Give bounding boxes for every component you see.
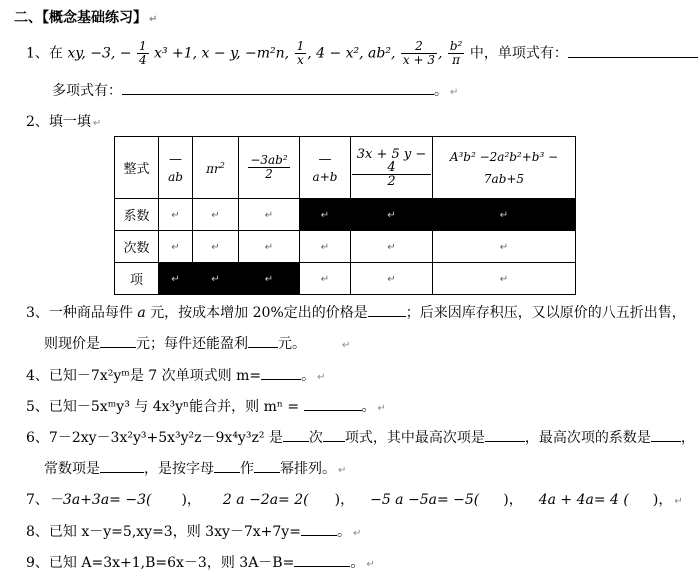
question-7: 7、－3a+3a= −3( )， 2 a −2a= 2( )， −5 a −5a= −5( )， 4a + 4a= 4 ( )， ↵ (26, 492, 683, 508)
question-number: 3、 (26, 305, 49, 321)
return-mark-icon: ↵ (674, 496, 683, 507)
q3-blank-current-price[interactable] (100, 333, 136, 348)
fraction-2-x3: $\frac{2}{x + 3}$ (402, 39, 435, 67)
return-mark-icon: ↵ (338, 465, 347, 476)
question-9: 9、已知 A=3x+1,B=6x－3，则 3A－B= 。 ↵ (26, 552, 375, 575)
return-mark-icon: ↵ (450, 87, 459, 98)
blocked-cell: ↵ (193, 263, 239, 295)
return-mark-icon: ↵ (92, 118, 102, 129)
question-8: 8、已知 x－y=5,xy=3，则 3xy－7x+7y= 。 ↵ (26, 521, 361, 544)
answer-cell[interactable]: ↵ (300, 231, 351, 263)
blocked-cell: ↵ (239, 263, 300, 295)
question-number: 7、 (26, 492, 49, 508)
question-number: 4、 (26, 368, 49, 384)
q1-expressions: xy, −3, − (67, 45, 132, 62)
question-3: 3、一种商品每件 a 元，按成本增加 20%定出的价格是 ；后来因库存积压，又以原价的八五折出售， (26, 302, 686, 323)
q1-polynomial-blank[interactable] (122, 80, 434, 95)
blocked-cell: ↵ (351, 199, 433, 231)
q6-blank-highest-term[interactable] (485, 427, 525, 442)
blocked-cell: ↵ (159, 263, 193, 295)
fraction-b2-pi: $\frac{\text{b²}}{\pi}$ (449, 39, 463, 67)
q1-monomial-blank[interactable] (568, 43, 698, 58)
q6-blank-order[interactable] (254, 458, 280, 473)
answer-cell[interactable]: ↵ (433, 231, 576, 263)
return-mark-icon: ↵ (342, 340, 351, 351)
fill-table (114, 136, 576, 295)
blocked-cell: ↵ (433, 199, 576, 231)
section-title-text: 二、【概念基础练习】 (14, 10, 147, 26)
header-cell: $\pi r^2$ (193, 137, 239, 199)
question-6: 6、7－2xy－3x²y³+5x³y²z－9x⁴y³z² 是 次 项式，其中最高次项是 ，最高次项的系数是 ， (26, 427, 695, 448)
table-row (115, 231, 576, 263)
header-cell: A³b² −2a²b²+b³ − 7ab+5 (433, 137, 576, 199)
answer-cell[interactable]: ↵ (300, 263, 351, 295)
return-mark-icon: ↵ (317, 372, 326, 383)
header-cell: — ab (159, 137, 193, 199)
row-label: 项 (115, 263, 159, 295)
return-mark-icon: ↵ (352, 528, 362, 539)
table-header-row (115, 137, 576, 199)
q3-blank-profit[interactable] (248, 333, 278, 348)
q4-blank[interactable] (261, 365, 301, 380)
question-3-line2: 则现价是 元；每件还能盈利 元。 ↵ (44, 333, 350, 356)
question-number: 9、 (26, 555, 49, 571)
question-number: 6、 (26, 430, 49, 446)
q1-monomial-label: 中，单项式有： (469, 45, 568, 62)
fraction-1-4: $\frac{1}{4}$ (138, 39, 147, 67)
answer-cell[interactable]: ↵ (351, 231, 433, 263)
header-cell: — a+b (300, 137, 351, 199)
return-mark-icon: ↵ (149, 14, 158, 25)
answer-cell[interactable]: ↵ (433, 263, 576, 295)
question-number: 1、 (26, 45, 49, 62)
answer-cell[interactable]: ↵ (159, 231, 193, 263)
q1-expressions-4: , (437, 45, 443, 62)
q1-expressions-3: , 4 − x², ab², (307, 45, 396, 62)
question-number: 5、 (26, 399, 49, 415)
row-label: 系数 (115, 199, 159, 231)
q1-lead: 在 (48, 45, 63, 62)
q3-blank-price[interactable] (368, 302, 406, 317)
answer-cell[interactable]: ↵ (159, 199, 193, 231)
answer-cell[interactable]: ↵ (239, 199, 300, 231)
q5-blank[interactable] (304, 396, 362, 411)
answer-cell[interactable]: ↵ (351, 263, 433, 295)
question-number: 2、 (26, 114, 49, 130)
table-row (115, 263, 576, 295)
header-cell: 整式 (115, 137, 159, 199)
question-6-line2: 常数项是 ，是按字母 作 幂排列。 ↵ (44, 458, 346, 481)
question-number: 8、 (26, 524, 49, 540)
answer-cell[interactable]: ↵ (193, 231, 239, 263)
question-2 (26, 112, 101, 134)
q6-blank-constant[interactable] (100, 458, 144, 473)
answer-cell[interactable]: ↵ (193, 199, 239, 231)
q6-blank-degree[interactable] (283, 427, 309, 442)
table-row (115, 199, 576, 231)
q8-blank[interactable] (301, 521, 337, 536)
question-4: 4、已知－7x²yᵐ是 7 次单项式则 m= 。 ↵ (26, 365, 326, 388)
q6-blank-coefficient[interactable] (651, 427, 681, 442)
section-title (14, 8, 157, 30)
question-1-polynomials: 多项式有： 。 ↵ (52, 80, 458, 103)
q6-blank-terms[interactable] (323, 427, 345, 442)
q6-blank-letter[interactable] (214, 458, 240, 473)
question-1 (26, 40, 698, 67)
q2-label: 填一填 (48, 114, 91, 130)
blocked-cell: ↵ (300, 199, 351, 231)
row-label: 次数 (115, 231, 159, 263)
q9-blank[interactable] (294, 552, 350, 567)
q1-expressions-2: x³ +1, x − y, −m²n, (154, 45, 290, 62)
question-5: 5、已知－5xᵐy³ 与 4x³yⁿ能合并，则 mⁿ = 。 ↵ (26, 396, 386, 419)
fraction-1-x: $\frac{1}{x}$ (296, 39, 305, 67)
return-mark-icon: ↵ (366, 559, 375, 570)
answer-cell[interactable]: ↵ (239, 231, 300, 263)
return-mark-icon: ↵ (377, 403, 386, 414)
q1-polynomial-label: 多项式有： (52, 83, 122, 99)
header-cell: $\frac{3x + 5 y - 4}{2}$ (351, 137, 433, 199)
header-cell: $\frac{\text{−3ab²}}{2}$ (239, 137, 300, 199)
